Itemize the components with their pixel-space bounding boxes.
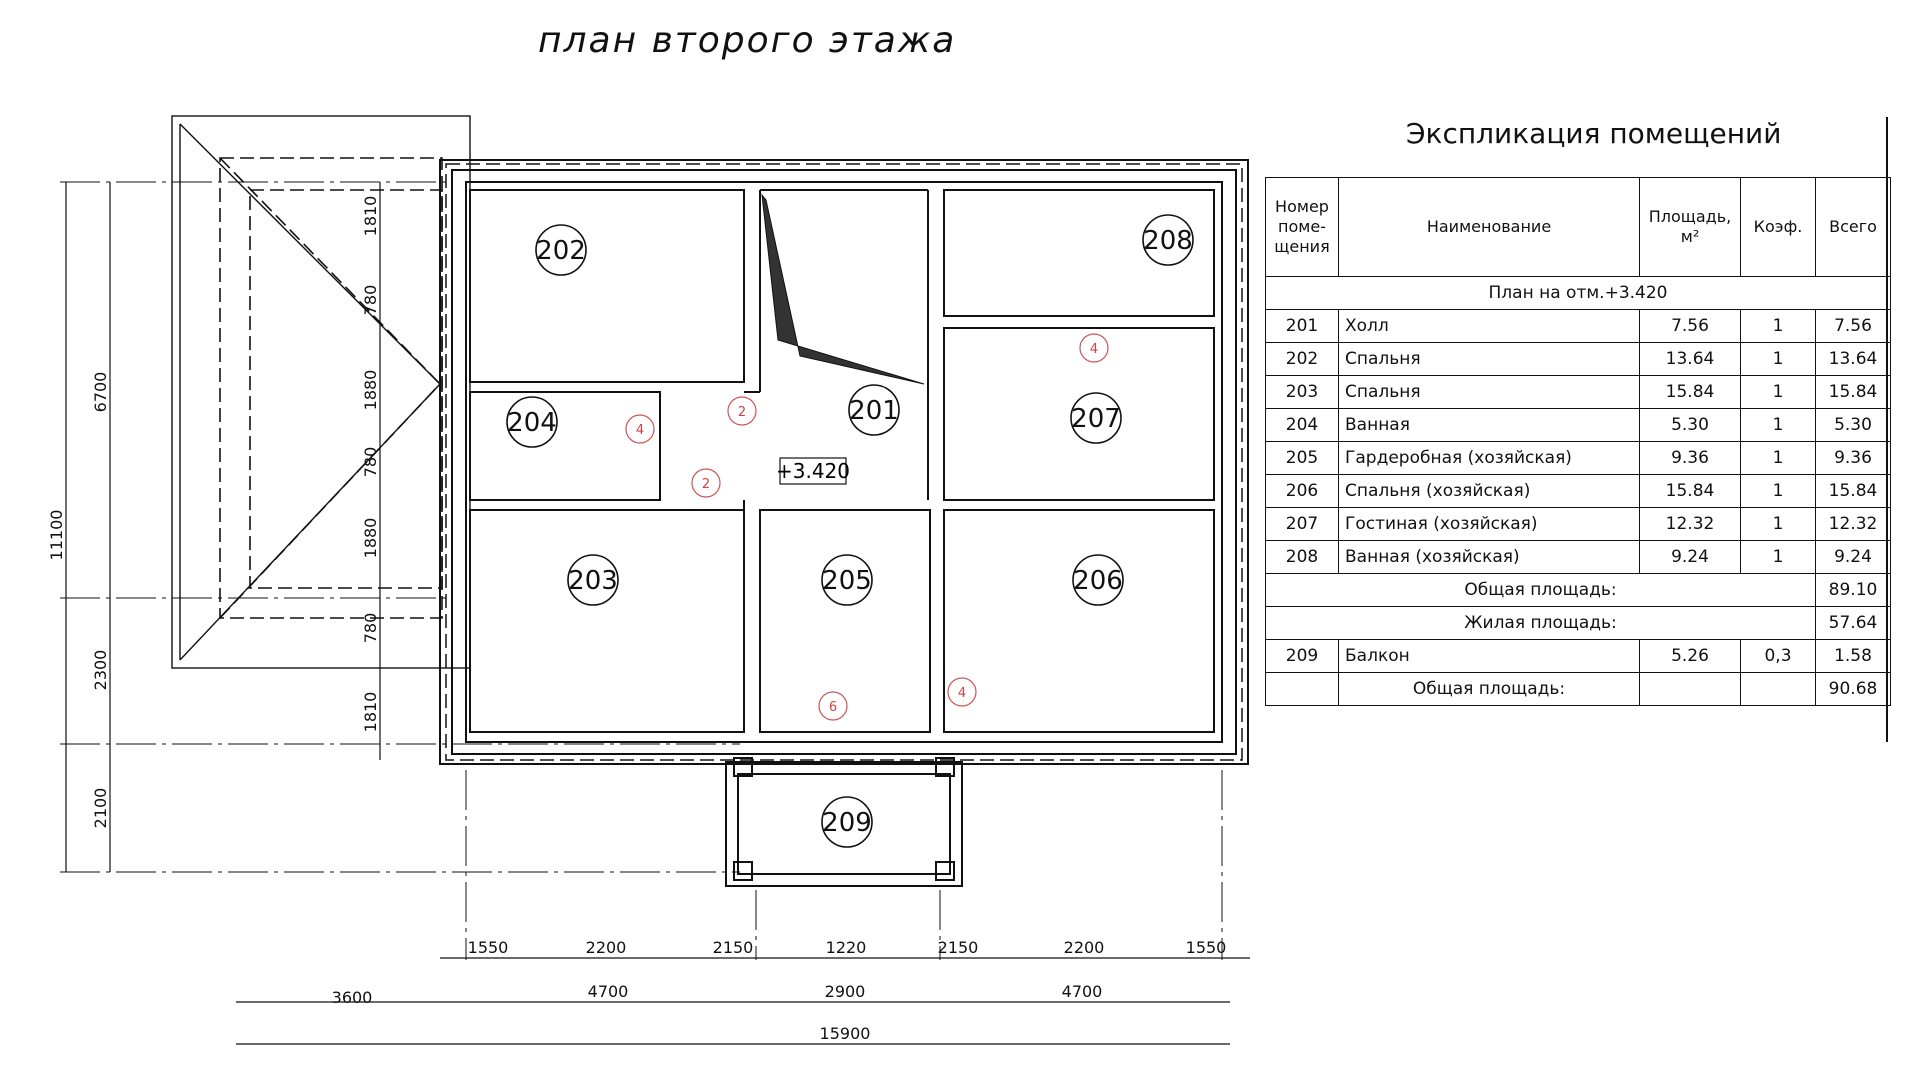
left-dims [47, 196, 380, 829]
table-cell: 201 [1266, 310, 1339, 343]
table-cell: 15.84 [1816, 376, 1891, 409]
svg-text:2900: 2900 [824, 982, 866, 1001]
table-cell: 5.30 [1640, 409, 1741, 442]
axis-lines [60, 182, 1222, 960]
table-cell: 1 [1741, 442, 1816, 475]
svg-text:6: 6 [828, 700, 838, 715]
living-area-row [1266, 607, 1891, 640]
header-area: Площадь, м² [1640, 178, 1741, 277]
table-cell: 13.64 [1816, 343, 1891, 376]
table-cell: 12.32 [1816, 508, 1891, 541]
bottom-dim-lines [236, 958, 1250, 1044]
dim-bottom-total: 15900 [819, 1024, 871, 1043]
table-cell: 12.32 [1640, 508, 1741, 541]
room-label-201: 201 [849, 396, 899, 426]
table-cell: Спальня (хозяйская) [1339, 475, 1640, 508]
svg-text:1550: 1550 [467, 938, 509, 957]
table-cell: 1 [1741, 475, 1816, 508]
room-label-206: 206 [1073, 566, 1123, 596]
table-cell: 9.36 [1640, 442, 1741, 475]
table-cell: 1 [1741, 343, 1816, 376]
table-cell: 90.68 [1816, 673, 1891, 706]
table-row [1266, 409, 1891, 442]
dim-left-11100: 11100 [47, 509, 66, 561]
room-label-208: 208 [1143, 226, 1193, 256]
table-row [1266, 508, 1891, 541]
table-cell: Общая площадь: [1266, 574, 1816, 607]
table-cell: Спальня [1339, 376, 1640, 409]
table-cell: 202 [1266, 343, 1339, 376]
svg-text:1220: 1220 [825, 938, 867, 957]
table-cell: 9.36 [1816, 442, 1891, 475]
table-cell [1266, 673, 1339, 706]
svg-text:1810: 1810 [361, 691, 380, 733]
roof-dashed [220, 158, 442, 618]
table-cell: 15.84 [1816, 475, 1891, 508]
table-cell: Гостиная (хозяйская) [1339, 508, 1640, 541]
room-label-204: 204 [507, 408, 557, 438]
svg-text:4: 4 [1089, 342, 1099, 357]
balcony-row [1266, 640, 1891, 673]
table-row [1266, 343, 1891, 376]
section-row: План на отм.+3.420 [1266, 277, 1891, 310]
room-label-205: 205 [822, 566, 872, 596]
table-cell: 204 [1266, 409, 1339, 442]
table-cell: Гардеробная (хозяйская) [1339, 442, 1640, 475]
table-cell: Балкон [1339, 640, 1640, 673]
room-label-202: 202 [536, 236, 586, 266]
svg-text:780: 780 [361, 446, 380, 478]
table-cell: 207 [1266, 508, 1339, 541]
table-cell: 0,3 [1741, 640, 1816, 673]
dim-left-6700: 6700 [91, 371, 110, 413]
room-label-209: 209 [822, 808, 872, 838]
table-cell: 9.24 [1640, 541, 1741, 574]
table-row [1266, 376, 1891, 409]
table-cell: 89.10 [1816, 574, 1891, 607]
explication-table [1265, 177, 1891, 706]
table-cell: 1.58 [1816, 640, 1891, 673]
svg-text:1550: 1550 [1185, 938, 1227, 957]
table-cell: 57.64 [1816, 607, 1891, 640]
table-cell: 206 [1266, 475, 1339, 508]
svg-text:1880: 1880 [361, 369, 380, 411]
table-row [1266, 541, 1891, 574]
table-cell: 15.84 [1640, 475, 1741, 508]
table-row [1266, 310, 1891, 343]
dim-left-2300: 2300 [91, 649, 110, 691]
level-mark: +3.420 [775, 459, 851, 483]
svg-text:2150: 2150 [937, 938, 979, 957]
room-labels [507, 226, 1193, 838]
table-cell [1640, 673, 1741, 706]
header-number: Номер поме-щения [1266, 178, 1339, 277]
svg-text:4: 4 [635, 423, 645, 438]
svg-text:2200: 2200 [585, 938, 627, 957]
table-cell: 203 [1266, 376, 1339, 409]
table-cell: 5.30 [1816, 409, 1891, 442]
svg-text:2: 2 [737, 405, 747, 420]
svg-text:2200: 2200 [1063, 938, 1105, 957]
table-cell: 208 [1266, 541, 1339, 574]
svg-text:4: 4 [957, 686, 967, 701]
grand-total-row [1266, 673, 1891, 706]
room-markers [507, 215, 1193, 847]
explication-title: Экспликация помещений [1406, 117, 1782, 150]
svg-text:1880: 1880 [361, 517, 380, 559]
table-cell: 15.84 [1640, 376, 1741, 409]
plan-title: план второго этажа [538, 20, 957, 61]
table-cell: 1 [1741, 310, 1816, 343]
svg-text:1810: 1810 [361, 195, 380, 237]
table-cell: 7.56 [1816, 310, 1891, 343]
table-cell: Общая площадь: [1339, 673, 1640, 706]
lower-roof [172, 116, 470, 668]
table-cell: 9.24 [1816, 541, 1891, 574]
svg-text:2150: 2150 [712, 938, 754, 957]
table-cell: 13.64 [1640, 343, 1741, 376]
table-cell: 1 [1741, 376, 1816, 409]
dim-left-2100: 2100 [91, 787, 110, 829]
table-cell: 209 [1266, 640, 1339, 673]
table-cell: 1 [1741, 508, 1816, 541]
header-total: Всего [1816, 178, 1891, 277]
table-cell: 7.56 [1640, 310, 1741, 343]
room-label-203: 203 [568, 566, 618, 596]
stair-hatch [762, 195, 924, 384]
svg-text:780: 780 [361, 612, 380, 644]
table-row [1266, 442, 1891, 475]
table-cell: 205 [1266, 442, 1339, 475]
total-area-row [1266, 574, 1891, 607]
table-cell: Ванная [1339, 409, 1640, 442]
svg-text:4700: 4700 [587, 982, 629, 1001]
svg-text:780: 780 [361, 284, 380, 316]
table-cell: Спальня [1339, 343, 1640, 376]
header-name: Наименование [1339, 178, 1640, 277]
table-cell: Жилая площадь: [1266, 607, 1816, 640]
table-cell: Ванная (хозяйская) [1339, 541, 1640, 574]
table-cell [1741, 673, 1816, 706]
table-cell: Холл [1339, 310, 1640, 343]
left-dim-lines [66, 182, 380, 872]
table-row [1266, 475, 1891, 508]
svg-text:3600: 3600 [331, 988, 373, 1007]
svg-text:2: 2 [701, 477, 711, 492]
room-label-207: 207 [1071, 404, 1121, 434]
table-cell: 1 [1741, 541, 1816, 574]
header-coef: Коэф. [1741, 178, 1816, 277]
table-cell: 1 [1741, 409, 1816, 442]
table-cell: 5.26 [1640, 640, 1741, 673]
svg-text:4700: 4700 [1061, 982, 1103, 1001]
